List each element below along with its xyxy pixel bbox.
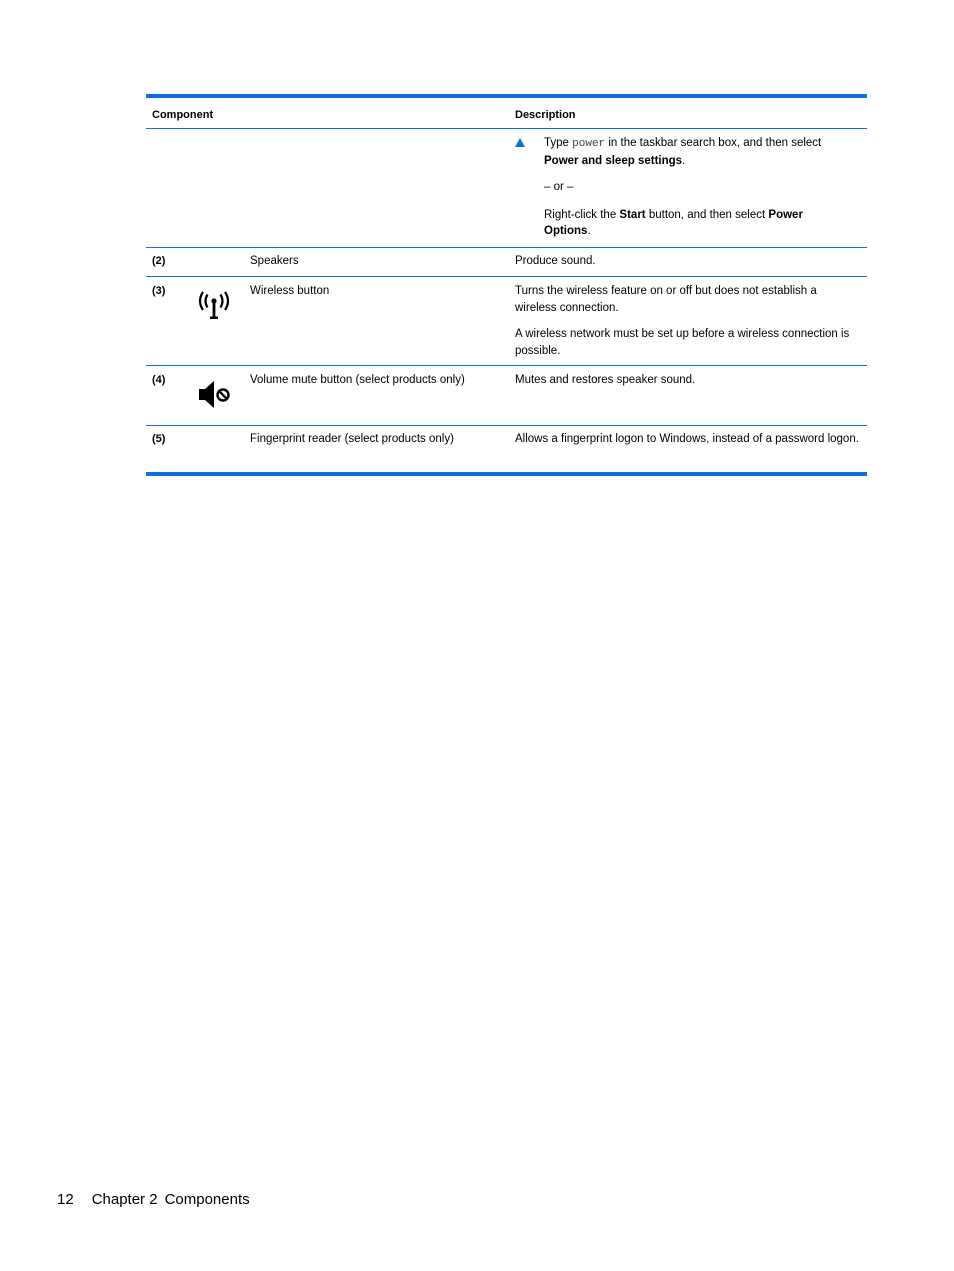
start-label: Start — [619, 208, 646, 221]
power-options-label: Power Options — [544, 208, 803, 237]
description-text: Turns the wireless feature on or off but does not establish a wireless connection. — [515, 285, 817, 314]
header-component: Component — [152, 109, 214, 121]
page-number: 12 — [57, 1191, 74, 1208]
table-row — [146, 248, 867, 277]
wireless-icon — [196, 291, 232, 327]
table-row-power — [146, 129, 867, 248]
row-name: Volume mute button (select products only) — [250, 374, 465, 386]
row-description — [515, 283, 861, 359]
or-separator: – or – — [544, 181, 574, 193]
row-description: Mutes and restores speaker sound. — [515, 374, 696, 386]
power-code: power — [572, 138, 606, 150]
step-text-3: Right-click the — [544, 208, 617, 221]
step-text-4: button, and then select — [648, 208, 766, 221]
power-step — [544, 135, 844, 240]
period-2: . — [587, 225, 591, 237]
period: . — [682, 154, 686, 167]
power-settings-label: Power and sleep settings — [544, 154, 683, 167]
chapter-label: Chapter 2 — [91, 1191, 158, 1208]
table-row — [146, 426, 867, 472]
step-text-2: in the taskbar search box, and then select — [608, 137, 822, 149]
row-number: (5) — [152, 433, 166, 445]
row-description: Produce sound. — [515, 255, 596, 267]
header-description: Description — [515, 109, 576, 121]
table-row — [146, 277, 867, 366]
section-label: Components — [164, 1191, 250, 1208]
row-name: Fingerprint reader (select products only) — [250, 433, 454, 445]
row-number: (3) — [152, 285, 166, 297]
volume-mute-icon — [196, 380, 232, 416]
description-text-2: A wireless network must be set up before a wireless connection is possible. — [515, 328, 850, 357]
page-footer — [57, 1192, 268, 1209]
row-description: Allows a fingerprint logon to Windows, instead of a password logon. — [515, 433, 859, 445]
table-row — [146, 366, 867, 426]
row-number: (2) — [152, 255, 166, 267]
components-table — [146, 94, 867, 476]
row-number: (4) — [152, 374, 166, 386]
row-name: Wireless button — [250, 285, 330, 297]
row-name: Speakers — [250, 255, 299, 267]
step-triangle-icon — [515, 138, 525, 147]
step-text: Type — [544, 137, 569, 149]
table-header — [146, 98, 867, 129]
